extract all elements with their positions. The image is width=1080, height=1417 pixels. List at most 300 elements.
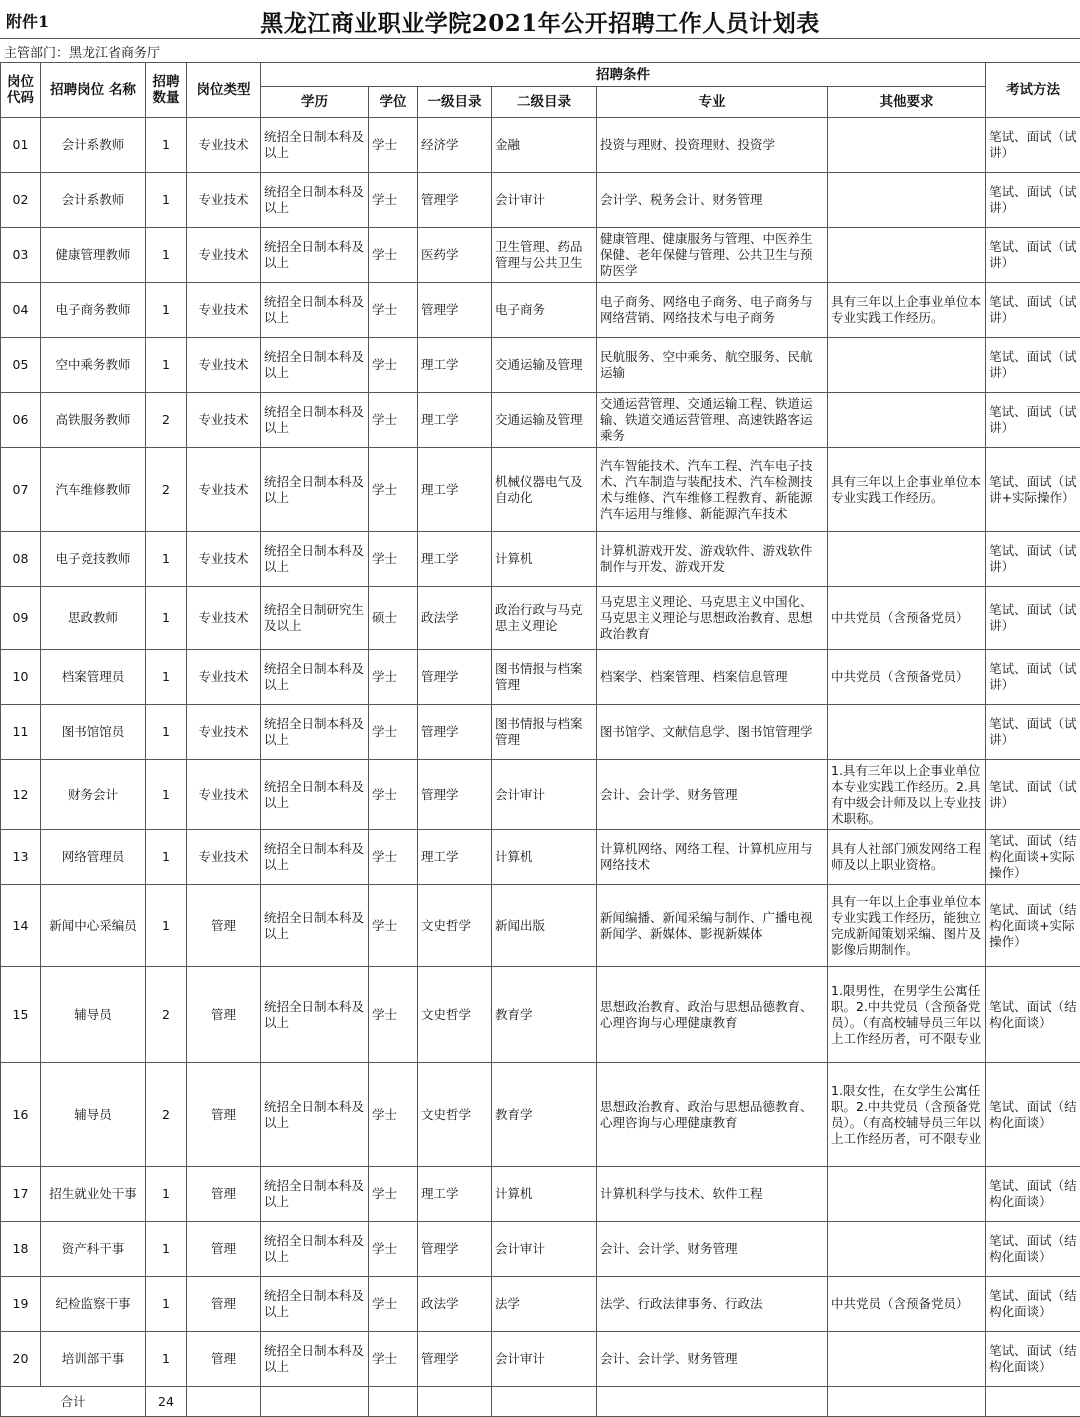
- cell-other: [828, 587, 986, 650]
- recruitment-table: [0, 62, 1080, 1417]
- cell-type: [187, 1332, 261, 1387]
- cell-exam-text: 笔试、面试（试讲）: [989, 129, 1077, 161]
- cell-major: [597, 650, 828, 705]
- cell-count: [146, 393, 187, 448]
- cell-type-text: 专业技术: [190, 192, 257, 208]
- cell-type: [187, 393, 261, 448]
- cell-code: [1, 173, 41, 228]
- cell-other: [828, 760, 986, 830]
- cell-level2-text: 交通运输及管理: [495, 412, 593, 428]
- cell-major-text: 计算机游戏开发、游戏软件、游戏软件制作与开发、游戏开发: [600, 543, 824, 575]
- cell-exam: [986, 830, 1080, 885]
- cell-education-text: 统招全日制本科及以上: [264, 474, 365, 506]
- cell-education-text: 统招全日制本科及以上: [264, 1288, 365, 1320]
- cell-post: [41, 228, 146, 283]
- cell-education: [261, 448, 369, 532]
- table-row: [1, 760, 1080, 830]
- cell-code-text: 12: [4, 787, 37, 803]
- cell-count-text: 1: [149, 610, 183, 626]
- cell-degree-text: 学士: [372, 918, 414, 934]
- cell-level2-text: 金融: [495, 137, 593, 153]
- cell-post: [41, 173, 146, 228]
- cell-major: [597, 228, 828, 283]
- cell-degree-text: 学士: [372, 412, 414, 428]
- cell-post: [41, 1222, 146, 1277]
- cell-count-text: 1: [149, 669, 183, 685]
- cell-code: [1, 283, 41, 338]
- total-empty: [261, 1387, 369, 1417]
- cell-exam-text: 笔试、面试（试讲）: [989, 602, 1077, 634]
- cell-post-text: 空中乘务教师: [44, 357, 142, 373]
- cell-level1: [418, 118, 492, 173]
- cell-level1-text: 理工学: [421, 849, 488, 865]
- cell-degree-text: 学士: [372, 1351, 414, 1367]
- cell-level1-text: 政法学: [421, 1296, 488, 1312]
- cell-exam-text: 笔试、面试（试讲）: [989, 543, 1077, 575]
- cell-level1-text: 理工学: [421, 357, 488, 373]
- cell-post-text: 辅导员: [44, 1007, 142, 1023]
- cell-exam-text: 笔试、面试（试讲+实际操作）: [989, 474, 1077, 506]
- total-empty: [828, 1387, 986, 1417]
- cell-post: [41, 1332, 146, 1387]
- cell-level2: [492, 1332, 597, 1387]
- cell-major: [597, 1063, 828, 1167]
- cell-count-text: 1: [149, 918, 183, 934]
- table-row: [1, 1332, 1080, 1387]
- cell-level1: [418, 532, 492, 587]
- cell-level2: [492, 760, 597, 830]
- table-row: [1, 173, 1080, 228]
- cell-level2-text: 教育学: [495, 1007, 593, 1023]
- cell-level2-text: 电子商务: [495, 302, 593, 318]
- cell-type: [187, 885, 261, 967]
- cell-count: [146, 967, 187, 1063]
- cell-education: [261, 1063, 369, 1167]
- cell-type: [187, 650, 261, 705]
- cell-exam: [986, 885, 1080, 967]
- cell-post: [41, 338, 146, 393]
- cell-other-text: 中共党员（含预备党员）: [831, 1296, 982, 1312]
- cell-level2-text: 新闻出版: [495, 918, 593, 934]
- cell-degree: [369, 448, 418, 532]
- cell-count: [146, 1277, 187, 1332]
- cell-code: [1, 1332, 41, 1387]
- cell-code-text: 08: [4, 551, 37, 567]
- cell-major: [597, 705, 828, 760]
- cell-level2: [492, 830, 597, 885]
- cell-count-text: 1: [149, 247, 183, 263]
- cell-post-text: 资产科干事: [44, 1241, 142, 1257]
- table-row: [1, 338, 1080, 393]
- cell-type-text: 管理: [190, 1296, 257, 1312]
- cell-type: [187, 173, 261, 228]
- cell-education: [261, 885, 369, 967]
- cell-level1: [418, 228, 492, 283]
- cell-code: [1, 338, 41, 393]
- cell-education-text: 统招全日制本科及以上: [264, 910, 365, 942]
- cell-level1-text: 理工学: [421, 551, 488, 567]
- cell-level2-text: 计算机: [495, 849, 593, 865]
- cell-degree-text: 学士: [372, 551, 414, 567]
- cell-other: [828, 1063, 986, 1167]
- cell-type-text: 专业技术: [190, 787, 257, 803]
- cell-code: [1, 1167, 41, 1222]
- cell-other-text: 1.具有三年以上企事业单位本专业实践工作经历。2.具有中级会计师及以上专业技术职称。: [831, 763, 982, 827]
- cell-level1-text: 管理学: [421, 669, 488, 685]
- cell-type: [187, 338, 261, 393]
- cell-post-text: 汽车维修教师: [44, 482, 142, 498]
- cell-exam-text: 笔试、面试（试讲）: [989, 661, 1077, 693]
- cell-post-text: 会计系教师: [44, 137, 142, 153]
- cell-major-text: 计算机网络、网络工程、计算机应用与网络技术: [600, 841, 824, 873]
- cell-exam-text: 笔试、面试（结构化面谈+实际操作）: [989, 833, 1077, 881]
- cell-type: [187, 532, 261, 587]
- cell-education-text: 统招全日制本科及以上: [264, 543, 365, 575]
- cell-degree: [369, 532, 418, 587]
- cell-level1: [418, 705, 492, 760]
- cell-other-text: 1.限女性，在女学生公寓任职。2.中共党员（含预备党员）。（有高校辅导员三年以上工作经历者，可不限专业: [831, 1083, 982, 1147]
- cell-major-text: 计算机科学与技术、软件工程: [600, 1186, 824, 1202]
- cell-level2: [492, 173, 597, 228]
- cell-major-text: 投资与理财、投资理财、投资学: [600, 137, 824, 153]
- cell-exam-text: 笔试、面试（试讲）: [989, 294, 1077, 326]
- cell-degree-text: 学士: [372, 1296, 414, 1312]
- cell-count: [146, 1167, 187, 1222]
- cell-code-text: 19: [4, 1296, 37, 1312]
- cell-code-text: 20: [4, 1351, 37, 1367]
- cell-degree: [369, 1277, 418, 1332]
- cell-code-text: 06: [4, 412, 37, 428]
- cell-level1: [418, 283, 492, 338]
- cell-degree-text: 学士: [372, 1186, 414, 1202]
- total-row: [1, 1387, 1080, 1417]
- cell-exam: [986, 532, 1080, 587]
- cell-major: [597, 448, 828, 532]
- cell-degree: [369, 228, 418, 283]
- cell-level1-text: 理工学: [421, 482, 488, 498]
- cell-type: [187, 118, 261, 173]
- cell-other: [828, 532, 986, 587]
- cell-count-text: 1: [149, 1351, 183, 1367]
- cell-level1-text: 文史哲学: [421, 1007, 488, 1023]
- cell-education: [261, 173, 369, 228]
- cell-exam: [986, 705, 1080, 760]
- cell-other-text: 中共党员（含预备党员）: [831, 669, 982, 685]
- cell-level1-text: 管理学: [421, 1351, 488, 1367]
- cell-exam: [986, 1063, 1080, 1167]
- cell-code-text: 07: [4, 482, 37, 498]
- cell-education-text: 统招全日制本科及以上: [264, 841, 365, 873]
- cell-post: [41, 650, 146, 705]
- cell-level2: [492, 283, 597, 338]
- cell-post-text: 会计系教师: [44, 192, 142, 208]
- cell-type: [187, 1167, 261, 1222]
- cell-type: [187, 283, 261, 338]
- cell-level1-text: 理工学: [421, 412, 488, 428]
- cell-post: [41, 1063, 146, 1167]
- total-label: 合计: [1, 1387, 146, 1417]
- cell-level1: [418, 1167, 492, 1222]
- cell-post: [41, 1277, 146, 1332]
- cell-education: [261, 118, 369, 173]
- cell-education: [261, 283, 369, 338]
- table-row: [1, 587, 1080, 650]
- cell-level2: [492, 393, 597, 448]
- cell-major-text: 思想政治教育、政治与思想品德教育、心理咨询与心理健康教育: [600, 999, 824, 1031]
- cell-degree: [369, 830, 418, 885]
- cell-code: [1, 760, 41, 830]
- cell-post: [41, 885, 146, 967]
- cell-type-text: 专业技术: [190, 137, 257, 153]
- cell-education: [261, 1222, 369, 1277]
- cell-level1: [418, 830, 492, 885]
- cell-level2: [492, 650, 597, 705]
- cell-code-text: 09: [4, 610, 37, 626]
- cell-count-text: 1: [149, 724, 183, 740]
- cell-education-text: 统招全日制本科及以上: [264, 239, 365, 271]
- cell-type-text: 管理: [190, 1351, 257, 1367]
- cell-level1-text: 管理学: [421, 787, 488, 803]
- cell-degree-text: 学士: [372, 1007, 414, 1023]
- cell-post-text: 高铁服务教师: [44, 412, 142, 428]
- cell-code-text: 17: [4, 1186, 37, 1202]
- cell-post-text: 招生就业处干事: [44, 1186, 142, 1202]
- cell-education: [261, 393, 369, 448]
- cell-education-text: 统招全日制本科及以上: [264, 184, 365, 216]
- cell-major: [597, 830, 828, 885]
- cell-level2-text: 会计审计: [495, 1351, 593, 1367]
- cell-education: [261, 532, 369, 587]
- cell-education: [261, 1167, 369, 1222]
- cell-code-text: 14: [4, 918, 37, 934]
- cell-count: [146, 228, 187, 283]
- cell-exam: [986, 1167, 1080, 1222]
- cell-education: [261, 1332, 369, 1387]
- cell-level2: [492, 1167, 597, 1222]
- cell-type: [187, 1277, 261, 1332]
- cell-level1-text: 管理学: [421, 302, 488, 318]
- table-row: [1, 228, 1080, 283]
- cell-code-text: 10: [4, 669, 37, 685]
- cell-major: [597, 1222, 828, 1277]
- cell-exam: [986, 1332, 1080, 1387]
- cell-other-text: 具有三年以上企事业单位本专业实践工作经历。: [831, 474, 982, 506]
- cell-code: [1, 393, 41, 448]
- cell-type-text: 管理: [190, 1107, 257, 1123]
- cell-type-text: 管理: [190, 1007, 257, 1023]
- cell-degree-text: 学士: [372, 1241, 414, 1257]
- cell-education-text: 统招全日制本科及以上: [264, 129, 365, 161]
- cell-count-text: 1: [149, 1186, 183, 1202]
- cell-degree: [369, 650, 418, 705]
- cell-type-text: 管理: [190, 918, 257, 934]
- cell-major-text: 民航服务、空中乘务、航空服务、民航运输: [600, 349, 824, 381]
- cell-degree: [369, 1063, 418, 1167]
- department-label: 主管部门：黑龙江省商务厅: [4, 42, 160, 61]
- cell-major: [597, 1167, 828, 1222]
- table-row: [1, 967, 1080, 1063]
- cell-level2: [492, 1222, 597, 1277]
- cell-education-text: 统招全日制本科及以上: [264, 349, 365, 381]
- cell-type: [187, 448, 261, 532]
- cell-major-text: 会计学、税务会计、财务管理: [600, 192, 824, 208]
- cell-type-text: 专业技术: [190, 669, 257, 685]
- cell-post-text: 纪检监察干事: [44, 1296, 142, 1312]
- cell-count: [146, 1332, 187, 1387]
- header-degree: 学位: [369, 87, 418, 118]
- cell-code-text: 05: [4, 357, 37, 373]
- cell-type-text: 专业技术: [190, 247, 257, 263]
- cell-count: [146, 760, 187, 830]
- cell-major-text: 电子商务、网络电子商务、电子商务与网络营销、网络技术与电子商务: [600, 294, 824, 326]
- attachment-label: 附件1: [6, 9, 49, 32]
- cell-count-text: 1: [149, 1241, 183, 1257]
- cell-type: [187, 587, 261, 650]
- cell-degree: [369, 338, 418, 393]
- cell-type-text: 专业技术: [190, 482, 257, 498]
- cell-count: [146, 830, 187, 885]
- total-empty: [986, 1387, 1080, 1417]
- cell-degree-text: 学士: [372, 192, 414, 208]
- cell-education-text: 统招全日制本科及以上: [264, 716, 365, 748]
- cell-exam-text: 笔试、面试（结构化面谈）: [989, 1288, 1077, 1320]
- cell-type-text: 专业技术: [190, 849, 257, 865]
- cell-count-text: 1: [149, 357, 183, 373]
- header-type: 岗位类型: [187, 63, 261, 118]
- cell-count: [146, 885, 187, 967]
- cell-education-text: 统招全日制本科及以上: [264, 1099, 365, 1131]
- cell-other-text: 中共党员（含预备党员）: [831, 610, 982, 626]
- cell-level1: [418, 1063, 492, 1167]
- header-education: 学历: [261, 87, 369, 118]
- cell-level2-text: 教育学: [495, 1107, 593, 1123]
- cell-level2: [492, 448, 597, 532]
- cell-post: [41, 1167, 146, 1222]
- cell-education-text: 统招全日制本科及以上: [264, 661, 365, 693]
- cell-exam: [986, 283, 1080, 338]
- cell-other: [828, 338, 986, 393]
- cell-type-text: 专业技术: [190, 610, 257, 626]
- table-row: [1, 283, 1080, 338]
- cell-exam-text: 笔试、面试（试讲）: [989, 716, 1077, 748]
- cell-post: [41, 967, 146, 1063]
- cell-level1: [418, 1222, 492, 1277]
- header-other: 其他要求: [828, 87, 986, 118]
- cell-post: [41, 830, 146, 885]
- cell-type-text: 专业技术: [190, 551, 257, 567]
- cell-education: [261, 1277, 369, 1332]
- cell-degree: [369, 118, 418, 173]
- cell-exam-text: 笔试、面试（试讲）: [989, 239, 1077, 271]
- cell-exam-text: 笔试、面试（结构化面谈）: [989, 1099, 1077, 1131]
- cell-level1-text: 管理学: [421, 1241, 488, 1257]
- cell-post: [41, 118, 146, 173]
- cell-exam: [986, 228, 1080, 283]
- table-body: [1, 118, 1080, 1387]
- cell-count: [146, 1063, 187, 1167]
- cell-level1-text: 理工学: [421, 1186, 488, 1202]
- cell-type: [187, 967, 261, 1063]
- cell-count-text: 2: [149, 412, 183, 428]
- cell-degree: [369, 1167, 418, 1222]
- cell-exam-text: 笔试、面试（结构化面谈）: [989, 1233, 1077, 1265]
- cell-level1: [418, 967, 492, 1063]
- cell-code: [1, 705, 41, 760]
- cell-major-text: 交通运营管理、交通运输工程、铁道运输、铁道交通运营管理、高速铁路客运乘务: [600, 396, 824, 444]
- cell-exam-text: 笔试、面试（试讲）: [989, 404, 1077, 436]
- table-row: [1, 830, 1080, 885]
- total-empty: [492, 1387, 597, 1417]
- cell-other: [828, 650, 986, 705]
- cell-level1-text: 管理学: [421, 192, 488, 208]
- cell-post-text: 新闻中心采编员: [44, 918, 142, 934]
- cell-degree-text: 学士: [372, 137, 414, 153]
- cell-count: [146, 173, 187, 228]
- cell-degree-text: 学士: [372, 302, 414, 318]
- cell-level1: [418, 885, 492, 967]
- cell-major: [597, 118, 828, 173]
- table-row: [1, 1277, 1080, 1332]
- cell-exam: [986, 118, 1080, 173]
- header-count: 招聘数量: [146, 63, 187, 118]
- cell-type-text: 专业技术: [190, 302, 257, 318]
- cell-degree-text: 学士: [372, 849, 414, 865]
- cell-level2: [492, 705, 597, 760]
- cell-level1: [418, 173, 492, 228]
- cell-type-text: 管理: [190, 1186, 257, 1202]
- cell-level2: [492, 885, 597, 967]
- cell-level2: [492, 1277, 597, 1332]
- cell-count-text: 1: [149, 849, 183, 865]
- cell-major: [597, 967, 828, 1063]
- cell-code-text: 04: [4, 302, 37, 318]
- cell-level2-text: 会计审计: [495, 192, 593, 208]
- cell-exam-text: 笔试、面试（结构化面谈）: [989, 1178, 1077, 1210]
- cell-level2-text: 计算机: [495, 551, 593, 567]
- cell-code-text: 13: [4, 849, 37, 865]
- cell-degree-text: 学士: [372, 357, 414, 373]
- cell-level1: [418, 587, 492, 650]
- table-row: [1, 705, 1080, 760]
- cell-count: [146, 448, 187, 532]
- cell-major-text: 新闻编播、新闻采编与制作、广播电视新闻学、新媒体、影视新媒体: [600, 910, 824, 942]
- cell-degree-text: 学士: [372, 787, 414, 803]
- cell-education: [261, 830, 369, 885]
- cell-level1: [418, 1277, 492, 1332]
- table-row: [1, 1222, 1080, 1277]
- cell-other: [828, 885, 986, 967]
- cell-other: [828, 283, 986, 338]
- cell-code-text: 03: [4, 247, 37, 263]
- cell-level2: [492, 338, 597, 393]
- cell-education: [261, 705, 369, 760]
- cell-level1-text: 医药学: [421, 247, 488, 263]
- cell-type-text: 专业技术: [190, 357, 257, 373]
- cell-post-text: 财务会计: [44, 787, 142, 803]
- cell-level2: [492, 228, 597, 283]
- cell-other: [828, 705, 986, 760]
- cell-education: [261, 228, 369, 283]
- cell-exam: [986, 173, 1080, 228]
- cell-count: [146, 532, 187, 587]
- cell-education: [261, 587, 369, 650]
- cell-degree: [369, 1222, 418, 1277]
- cell-post-text: 电子商务教师: [44, 302, 142, 318]
- cell-level2-text: 图书情报与档案管理: [495, 661, 593, 693]
- cell-post-text: 网络管理员: [44, 849, 142, 865]
- header-level2: 二级目录: [492, 87, 597, 118]
- cell-count-text: 1: [149, 551, 183, 567]
